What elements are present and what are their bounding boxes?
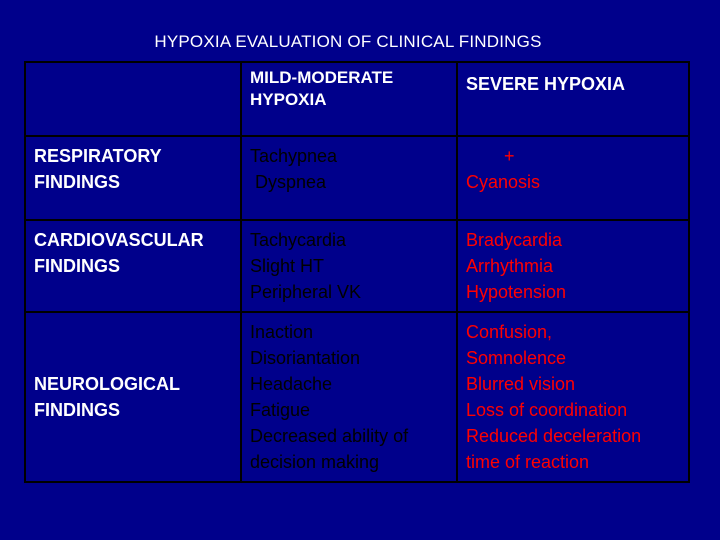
row-label-neurological	[25, 312, 241, 482]
row-label-cardiovascular	[25, 220, 241, 312]
row-label-line: FINDINGS	[34, 256, 121, 276]
respiratory-severe-findings	[457, 136, 689, 220]
header-mild-moderate-hypoxia	[241, 62, 457, 136]
finding-item: +	[504, 146, 515, 166]
finding-item: Blurred vision	[466, 374, 576, 394]
row-label-respiratory	[25, 136, 241, 220]
finding-item: Slight HT	[250, 256, 325, 276]
finding-item: Bradycardia	[466, 230, 563, 250]
table-row-respiratory	[25, 136, 689, 220]
finding-item: decision making	[250, 452, 380, 472]
finding-item: Decreased ability of	[250, 426, 409, 446]
respiratory-mild-findings	[241, 136, 457, 220]
finding-item: Inaction	[250, 322, 314, 342]
row-label-line: NEUROLOGICAL	[34, 374, 180, 394]
cardiovascular-mild-findings	[241, 220, 457, 312]
finding-item: time of reaction	[466, 452, 590, 472]
finding-item: Headache	[250, 374, 333, 394]
header-severe-hypoxia: SEVERE HYPOXIA	[457, 62, 689, 136]
finding-item: Tachycardia	[250, 230, 347, 250]
corner-empty-cell	[25, 62, 241, 136]
table-row-neurological	[25, 312, 689, 482]
finding-item: Fatigue	[250, 400, 311, 420]
finding-item: Arrhythmia	[466, 256, 554, 276]
finding-item: Loss of coordination	[466, 400, 628, 420]
neurological-severe-findings	[457, 312, 689, 482]
finding-item: Somnolence	[466, 348, 567, 368]
finding-item: Disoriantation	[250, 348, 361, 368]
finding-item: Peripheral VK	[250, 282, 362, 302]
finding-item: Cyanosis	[466, 172, 541, 192]
neurological-mild-findings	[241, 312, 457, 482]
finding-item: Reduced deceleration	[466, 426, 642, 446]
finding-item: Dyspnea	[250, 172, 327, 192]
hypoxia-findings-table	[24, 61, 690, 483]
row-label-line: FINDINGS	[34, 172, 121, 192]
finding-item: Tachypnea	[250, 146, 338, 166]
row-label-line: RESPIRATORY	[34, 146, 162, 166]
header-mild-line-2: HYPOXIA	[250, 90, 327, 109]
finding-item: Hypotension	[466, 282, 567, 302]
row-label-line: FINDINGS	[34, 400, 121, 420]
cardiovascular-severe-findings	[457, 220, 689, 312]
header-mild-line-1: MILD-MODERATE	[250, 68, 394, 87]
finding-item: Confusion,	[466, 322, 553, 342]
table-row-cardiovascular	[25, 220, 689, 312]
row-label-line: CARDIOVASCULAR	[34, 230, 204, 250]
table-header-row	[25, 62, 689, 136]
slide-title: HYPOXIA EVALUATION OF CLINICAL FINDINGS	[154, 32, 542, 51]
